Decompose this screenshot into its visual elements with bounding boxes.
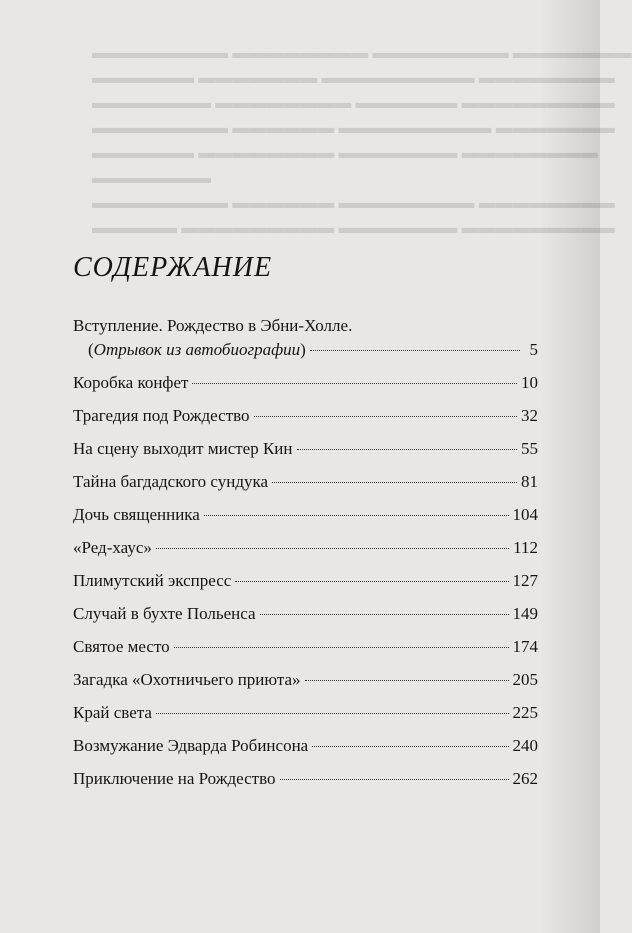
leader-dots [305,680,509,681]
toc-entry-page: 240 [512,736,538,755]
toc-entry-title: «Ред-хаус» [73,538,152,557]
toc-entry-subtitle: Отрывок из автобиографии [93,340,301,359]
toc-entry-page: 81 [521,472,538,491]
toc-entry [73,670,538,694]
toc-entry-title: Возмужание Эдварда Робинсона [73,736,309,755]
leader-dots [260,614,509,615]
leader-dots [272,482,517,483]
toc-entry-page: 149 [512,604,538,623]
page-shadow [540,0,600,933]
toc-entry-title: Вступление. Рождество в Эбни-Холле. [73,316,353,335]
toc-entry-page: 225 [512,703,538,722]
toc-entry-page: 127 [512,571,538,590]
toc-entry [73,373,538,397]
leader-dots [192,383,517,384]
toc-entry [73,703,538,727]
toc-entry-title: Приключение на Рождество [73,769,276,788]
toc-entry-title: Трагедия под Рождество [73,406,250,425]
toc-entry [73,439,538,463]
toc-entry-title: Край света [73,703,152,722]
toc-entry [73,637,538,661]
leader-dots [310,350,520,351]
toc-entry [73,472,538,496]
toc-entry-page: 55 [521,439,538,458]
toc-entry-page: 174 [512,637,538,656]
toc-entry-title: Тайна багдадского сундука [73,472,269,491]
toc-entry-page: 112 [513,538,538,557]
toc-entry-page: 32 [521,406,538,425]
leader-dots [280,779,509,780]
toc-entry-title: Дочь священника [73,505,200,524]
toc-entry [73,406,538,430]
toc-list [73,373,538,793]
toc-entry-page: 10 [521,373,538,392]
leader-dots [156,713,509,714]
leader-dots [235,581,508,582]
show-through-background: ▬▬▬▬▬▬▬▬ ▬▬▬▬▬▬▬▬ ▬▬▬▬▬▬▬▬ ▬▬▬▬▬▬▬ ▬▬▬▬▬▬ ▬▬▬▬▬▬▬ ▬▬▬▬▬▬▬▬▬ ▬▬▬▬▬▬▬▬ ▬▬▬▬▬▬▬ ▬▬▬▬▬▬▬▬ ▬▬▬▬▬▬ ▬▬▬▬▬▬▬▬▬ ▬▬▬▬▬▬▬▬ ▬▬▬▬▬▬ ▬▬▬▬▬▬▬▬▬ ▬▬▬▬▬▬▬ ▬▬▬▬▬▬ ▬▬▬▬▬▬▬▬ ▬▬▬▬▬▬▬ ▬▬▬▬▬▬▬▬ ▬▬▬▬▬▬▬ ▬▬▬▬▬▬▬▬ ▬▬▬▬▬▬ ▬▬▬▬▬▬▬▬ ▬▬▬▬▬▬▬▬ ▬▬▬▬▬ ▬▬▬▬▬▬▬▬▬ ▬▬▬▬▬▬▬ ▬▬▬▬▬▬▬▬▬ [92,43,632,237]
table-of-contents [73,316,538,802]
toc-entry [73,604,538,628]
toc-entry-title: Плимутский экспресс [73,571,232,590]
toc-entry-title: На сцену выходит мистер Кин [73,439,293,458]
toc-entry-intro [73,316,538,340]
leader-dots [156,548,509,549]
toc-entry-page: 205 [512,670,538,689]
leader-dots [254,416,517,417]
leader-dots [174,647,509,648]
leader-dots [204,515,509,516]
toc-entry-title: Святое место [73,637,170,656]
toc-entry [73,736,538,760]
toc-entry-title: Случай в бухте Польенса [73,604,256,623]
toc-entry [73,505,538,529]
toc-entry-intro-subtitle: (Отрывок из автобиографии) 5 [88,340,538,359]
toc-entry [73,769,538,793]
toc-entry [73,571,538,595]
leader-dots [297,449,517,450]
leader-dots [312,746,508,747]
toc-entry-page: 262 [512,769,538,788]
toc-entry [73,538,538,562]
toc-entry-title: Загадка «Охотничьего приюта» [73,670,301,689]
toc-entry-page: 5 [529,340,538,359]
toc-entry-page: 104 [512,505,538,524]
toc-heading: СОДЕРЖАНИЕ [73,252,273,283]
toc-entry-title: Коробка конфет [73,373,189,392]
